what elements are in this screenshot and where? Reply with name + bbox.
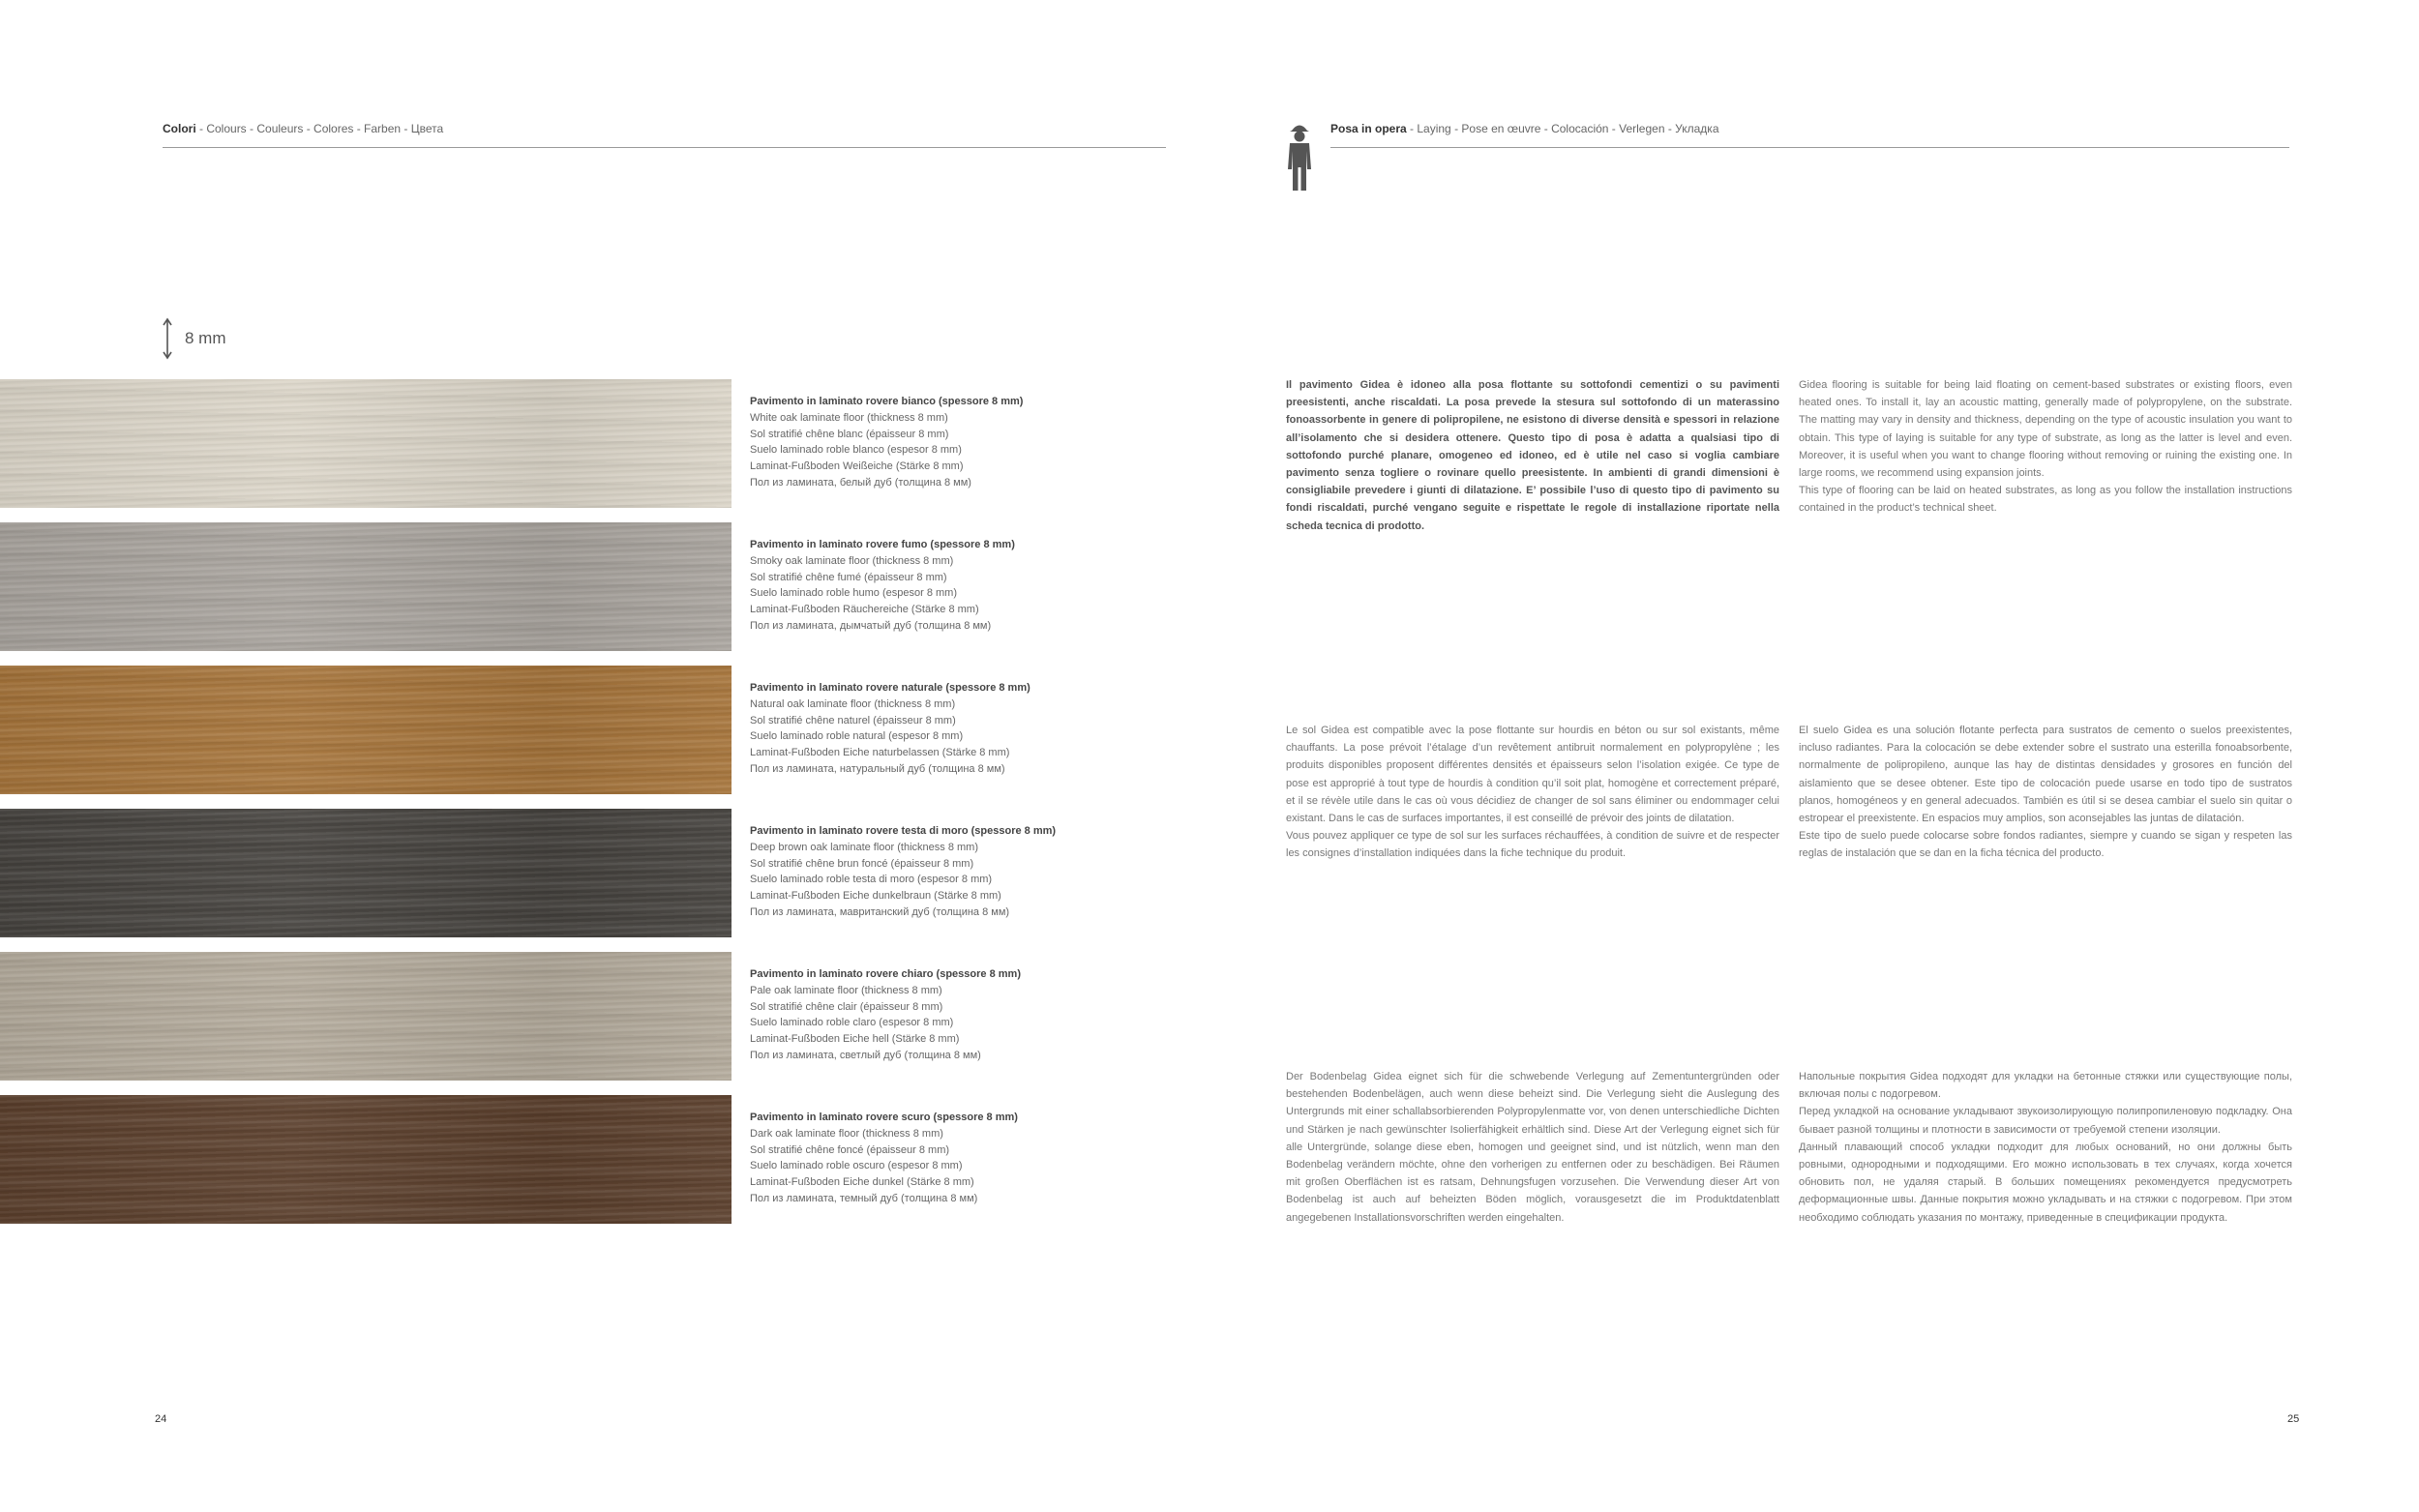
paragraph-french	[1286, 722, 1779, 863]
paragraph-italian	[1286, 376, 1779, 535]
page-number-right: 25	[2287, 1413, 2300, 1425]
swatch-natural-oak-desc	[750, 680, 1156, 778]
colours-header-title: Colori	[163, 122, 196, 135]
swatch-title: Pavimento in laminato rovere naturale (spessore 8 mm)	[750, 682, 1030, 694]
swatch-line-en: White oak laminate floor (thickness 8 mm)	[750, 411, 948, 424]
swatch-line-en: Smoky oak laminate floor (thickness 8 mm)	[750, 554, 954, 567]
left-header-rule	[163, 147, 1166, 148]
swatch-title: Pavimento in laminato rovere testa di moro (spessore 8 mm)	[750, 825, 1057, 837]
page-number-left: 24	[155, 1413, 167, 1425]
colours-header-languages: - Colours - Couleurs - Colores - Farben - Цвета	[195, 122, 444, 135]
paragraph-spanish-text-1: El suelo Gidea es una solución flotante perfecta para sustratos de cemento o suelos preexistentes, incluso radiantes. Para la colocación se debe extender sobre el sustrato una esterilla fonoabsorbente, normalmente de polipropileno, aunque las hay de distintas densidades y grosores en función del aislamiento que se desee obtener. Este tipo de colocación puede usarse en todo tipo de sustratos planos, homogéneos y en general adecuados. También es útil si se desea cambiar el suelo sin quitar o estropear el preexistente. En espacios muy amplios, son aconsejables las juntas de dilatación.	[1799, 725, 2292, 825]
swatch-title: Pavimento in laminato rovere chiaro (spessore 8 mm)	[750, 968, 1021, 980]
swatch-line-fr: Sol stratifié chêne fumé (épaisseur 8 mm)	[750, 571, 947, 583]
swatch-line-fr: Sol stratifié chêne brun foncé (épaisseur 8 mm)	[750, 857, 974, 870]
swatch-line-ru: Пол из ламината, дымчатый дуб (толщина 8 мм)	[750, 619, 992, 632]
swatch-line-ru: Пол из ламината, натуральный дуб (толщина 8 мм)	[750, 762, 1005, 775]
swatch-line-ru: Пол из ламината, светлый дуб (толщина 8 мм)	[750, 1049, 981, 1061]
swatch-deep-brown-oak-desc	[750, 823, 1156, 921]
paragraph-french-text-1: Le sol Gidea est compatible avec la pose flottante sur hourdis en béton ou sur sol existants, même chauffants. La pose prévoit l’étalage d’un revêtement antibruit normalement en polypropylène ; les produits disponibles proposent différentes densités et épaisseurs selon l’isolation exigée. Ce type de pose est approprié à tout type de hourdis à condition qu’il soit plat, homogène et correctement préparé, et il se révèle utile dans le cas où vous décidiez de changer de sol sans éliminer ou endommager celui existant. Dans le cas de surfaces importantes, il est conseillé de prévoir des joints de dilatation.	[1286, 725, 1779, 825]
paragraph-english	[1799, 376, 2292, 518]
swatch-deep-brown-oak	[0, 809, 732, 937]
laying-header	[1330, 122, 1719, 135]
swatch-line-ru: Пол из ламината, белый дуб (толщина 8 мм)	[750, 476, 971, 489]
paragraph-russian-text-3: Данный плавающий способ укладки подходит для любых оснований, но они должны быть ровными, однородными и подходящими. Его можно использовать в тех случаях, когда хочется обновить пол, не удаляя старый. В больших помещениях рекомендуется предусмотреть деформационные швы. Данные покрытия можно укладывать и на стяжки с подогревом. При этом необходимо соблюдать указания по монтажу, приведенные в спецификации продукта.	[1799, 1141, 2292, 1224]
swatch-smoky-oak-desc	[750, 537, 1156, 635]
swatch-title: Pavimento in laminato rovere scuro (spessore 8 mm)	[750, 1112, 1018, 1123]
swatch-line-es: Suelo laminado roble oscuro (espesor 8 mm)	[750, 1160, 963, 1172]
swatch-line-en: Natural oak laminate floor (thickness 8 mm)	[750, 697, 956, 710]
swatch-line-es: Suelo laminado roble natural (espesor 8 mm)	[750, 730, 964, 743]
swatch-line-en: Dark oak laminate floor (thickness 8 mm)	[750, 1127, 943, 1140]
swatch-dark-oak-desc	[750, 1110, 1156, 1207]
swatch-white-oak	[0, 379, 732, 508]
paragraph-english-text-2: This type of flooring can be laid on heated substrates, as long as you follow the installation instructions contained in the product’s technical sheet.	[1799, 485, 2292, 515]
swatch-smoky-oak	[0, 522, 732, 651]
swatch-white-oak-desc	[750, 394, 1156, 491]
swatch-pale-oak-desc	[750, 966, 1156, 1064]
swatch-line-es: Suelo laminado roble humo (espesor 8 mm)	[750, 587, 957, 600]
swatch-line-ru: Пол из ламината, темный дуб (толщина 8 мм)	[750, 1192, 978, 1204]
paragraph-russian	[1799, 1068, 2292, 1227]
paragraph-german	[1286, 1068, 1779, 1227]
paragraph-german-text: Der Bodenbelag Gidea eignet sich für die schwebende Verlegung auf Zementuntergründen oder bestehenden Bodenbelägen, auch wenn diese beheizt sind. Die Verlegung sieht die Auslegung des Untergrunds mit einer schallabsorbierenden Polypropylenmatte vor, von denen unterschiedliche Dichten und Stärken je nach gewünschter Isolierfähigkeit erhältlich sind. Diese Art der Verlegung eignet sich für alle Untergründe, solange diese eben, homogen und geeignet sind, und ist nützlich, wenn man den Bodenbelag verändern möchte, ohne den vorherigen zu entfernen oder zu beschädigen. Bei Räumen mit großen Oberflächen ist es ratsam, Dehnungsfugen vorzusehen. Die Verwendung dieser Art von Bodenbelag ist auch auf beheizten Böden möglich, vorausgesetzt die im Produktdatenblatt angegebenen Installationsvorschriften werden eingehalten.	[1286, 1071, 1779, 1224]
colours-header	[163, 122, 443, 135]
paragraph-russian-text-2: Перед укладкой на основание укладывают звукоизолирующую полипропиленовую подкладку. Она бывает разной толщины и плотности в зависимости от требуемой степени изоляции.	[1799, 1106, 2292, 1136]
swatch-line-fr: Sol stratifié chêne naturel (épaisseur 8 mm)	[750, 714, 956, 726]
swatch-natural-oak	[0, 666, 732, 794]
swatch-line-es: Suelo laminado roble claro (espesor 8 mm)	[750, 1017, 954, 1029]
swatch-line-en: Pale oak laminate floor (thickness 8 mm)	[750, 984, 942, 996]
paragraph-english-text-1: Gidea flooring is suitable for being laid floating on cement-based substrates or existing floors, even heated ones. To install it, lay an acoustic matting, generally made of polypropylene, on the substrate. The matting may vary in density and thickness, depending on the type of acoustic insulation you want to obtain. This type of laying is suitable for any type of substrate, as long as the latter is level and even. Moreover, it is useful when you want to change flooring without removing or ruining the existing one. In large rooms, we recommend using expansion joints.	[1799, 379, 2292, 480]
paragraph-russian-text-1: Напольные покрытия Gidea подходят для укладки на бетонные стяжки или существующие полы, включая полы с подогревом.	[1799, 1071, 2292, 1101]
swatch-line-de: Laminat-Fußboden Eiche dunkelbraun (Stärke 8 mm)	[750, 890, 1001, 903]
paragraph-french-text-2: Vous pouvez appliquer ce type de sol sur les surfaces réchauffées, à condition de suivre et de respecter les consignes d’installation indiquées dans la fiche technique du produit.	[1286, 830, 1779, 860]
swatch-title: Pavimento in laminato rovere bianco (spessore 8 mm)	[750, 396, 1024, 407]
swatch-line-de: Laminat-Fußboden Räuchereiche (Stärke 8 mm)	[750, 604, 979, 616]
swatch-title: Pavimento in laminato rovere fumo (spessore 8 mm)	[750, 539, 1015, 550]
swatch-pale-oak	[0, 952, 732, 1081]
thickness-arrow-icon	[163, 317, 172, 360]
swatch-line-fr: Sol stratifié chêne clair (épaisseur 8 mm)	[750, 1000, 943, 1013]
swatch-line-fr: Sol stratifié chêne foncé (épaisseur 8 mm)	[750, 1143, 950, 1156]
swatch-line-es: Suelo laminado roble testa di moro (espesor 8 mm)	[750, 874, 993, 886]
swatch-line-de: Laminat-Fußboden Eiche naturbelassen (Stärke 8 mm)	[750, 747, 1010, 759]
swatch-line-fr: Sol stratifié chêne blanc (épaisseur 8 mm)	[750, 428, 949, 440]
right-header-rule	[1330, 147, 2289, 148]
laying-header-languages: - Laying - Pose en œuvre - Colocación - Verlegen - Укладка	[1406, 122, 1719, 135]
swatch-line-de: Laminat-Fußboden Eiche hell (Stärke 8 mm)	[750, 1033, 960, 1046]
swatch-line-en: Deep brown oak laminate floor (thickness 8 mm)	[750, 841, 978, 853]
paragraph-spanish	[1799, 722, 2292, 863]
laying-header-title: Posa in opera	[1330, 122, 1407, 135]
thickness-label: 8 mm	[185, 329, 226, 347]
swatch-dark-oak	[0, 1095, 732, 1224]
worker-icon	[1284, 119, 1315, 193]
swatch-line-ru: Пол из ламината, мавританский дуб (толщина 8 мм)	[750, 905, 1010, 918]
swatch-line-de: Laminat-Fußboden Eiche dunkel (Stärke 8 mm)	[750, 1176, 974, 1189]
swatch-line-es: Suelo laminado roble blanco (espesor 8 mm)	[750, 444, 962, 457]
swatch-line-de: Laminat-Fußboden Weißeiche (Stärke 8 mm)	[750, 460, 964, 473]
paragraph-spanish-text-2: Este tipo de suelo puede colocarse sobre fondos radiantes, siempre y cuando se sigan y respeten las reglas de instalación que se dan en la ficha técnica del producto.	[1799, 830, 2292, 860]
paragraph-italian-text: Il pavimento Gidea è idoneo alla posa flottante su sottofondi cementizi o su pavimenti preesistenti, anche riscaldati. La posa prevede la stesura sul sottofondo di un materassino fonoassorbente in genere di polipropilene, ne esistono di diverse densità e spessori in relazione all’isolamento che si desidera ottenere. Questo tipo di posa è adatta a qualsiasi tipo di sottofondo purché planare, omogeneo ed idoneo, ed è utile nel caso si voglia cambiare pavimento senza togliere o rovinare quello preesistente. In ambienti di grandi dimensioni è consigliabile prevedere i giunti di dilatazione. E’ possibile l’uso di questo tipo di pavimento su fondi riscaldati, purché vengano seguite e rispettate le regole di installazione riportate nella scheda tecnica di prodotto.	[1286, 379, 1779, 532]
